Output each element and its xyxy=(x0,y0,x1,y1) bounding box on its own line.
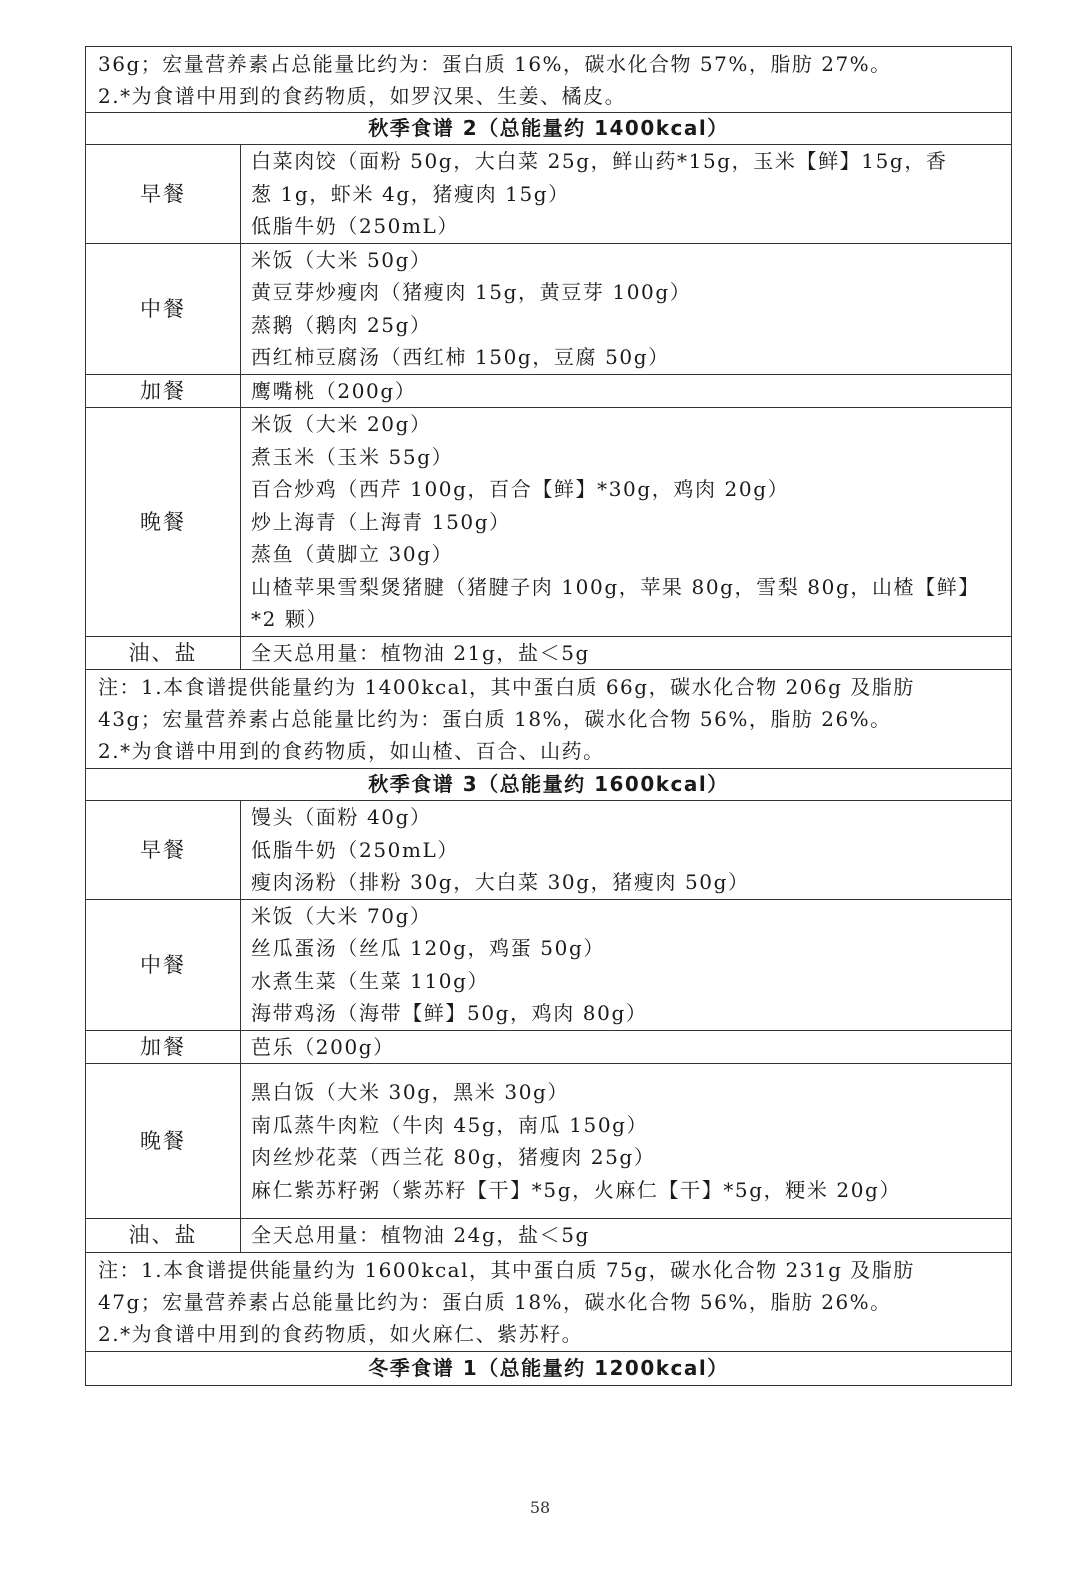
meal-row-breakfast xyxy=(86,145,1012,244)
meal-items xyxy=(241,1219,1012,1253)
meal-item: 山楂苹果雪梨煲猪腱（猪腱子肉 100g，苹果 80g，雪梨 80g，山楂【鲜】 xyxy=(251,574,980,599)
meal-row-lunch xyxy=(86,243,1012,374)
meal-item: 全天总用量：植物油 21g，盐＜5g xyxy=(251,640,590,665)
meal-row-lunch xyxy=(86,899,1012,1030)
meal-item: 低脂牛奶（250mL） xyxy=(251,214,460,238)
meal-items xyxy=(241,1064,1012,1219)
meal-label: 中餐 xyxy=(86,243,241,374)
meal-row-snack xyxy=(86,374,1012,408)
recipe-title-row xyxy=(86,113,1012,145)
meal-row-oil-salt xyxy=(86,636,1012,670)
meal-row-oil-salt xyxy=(86,1219,1012,1253)
meal-item: 西红柿豆腐汤（西红柿 150g，豆腐 50g） xyxy=(251,345,670,369)
note-line: 2.*为食谱中用到的食药物质，如山楂、百合、山药。 xyxy=(98,739,605,763)
meal-item: 蒸鹅（鹅肉 25g） xyxy=(251,312,432,337)
meal-items xyxy=(241,899,1012,1030)
note-line: 47g；宏量营养素占总能量比约为：蛋白质 18%，碳水化合物 56%，脂肪 26%。 xyxy=(98,1289,892,1314)
meal-item: 蒸鱼（黄脚立 30g） xyxy=(251,542,454,566)
meal-item: 低脂牛奶（250mL） xyxy=(251,837,460,862)
note-row xyxy=(86,47,1012,113)
meal-item: 麻仁紫苏籽粥（紫苏籽【干】*5g，火麻仁【干】*5g，粳米 20g） xyxy=(251,1177,902,1202)
meal-item: 煮玉米（玉米 55g） xyxy=(251,444,454,469)
meal-label: 晚餐 xyxy=(86,1064,241,1219)
menu-table xyxy=(85,46,1012,1386)
meal-item: 馒头（面粉 40g） xyxy=(251,805,432,829)
meal-item: 丝瓜蛋汤（丝瓜 120g，鸡蛋 50g） xyxy=(251,936,605,960)
meal-item: 米饭（大米 20g） xyxy=(251,412,432,436)
meal-item: 水煮生菜（生菜 110g） xyxy=(251,968,490,993)
meal-item: 瘦肉汤粉（排粉 30g，大白菜 30g，猪瘦肉 50g） xyxy=(251,870,750,894)
meal-label: 加餐 xyxy=(86,374,241,408)
meal-label: 晚餐 xyxy=(86,408,241,637)
meal-item: 南瓜蒸牛肉粒（牛肉 45g，南瓜 150g） xyxy=(251,1112,649,1137)
meal-row-dinner xyxy=(86,408,1012,637)
meal-items xyxy=(241,145,1012,244)
meal-item: 炒上海青（上海青 150g） xyxy=(251,509,511,534)
meal-label: 加餐 xyxy=(86,1030,241,1064)
meal-row-breakfast xyxy=(86,801,1012,900)
meal-label: 中餐 xyxy=(86,899,241,1030)
note-row xyxy=(86,670,1012,769)
meal-item: 百合炒鸡（西芹 100g，百合【鲜】*30g，鸡肉 20g） xyxy=(251,477,790,501)
meal-items xyxy=(241,243,1012,374)
meal-item: 鹰嘴桃（200g） xyxy=(251,378,417,403)
note-row xyxy=(86,1252,1012,1351)
meal-items xyxy=(241,408,1012,637)
meal-item: 黑白饭（大米 30g，黑米 30g） xyxy=(251,1080,570,1104)
recipe-title-row xyxy=(86,769,1012,801)
meal-label: 早餐 xyxy=(86,145,241,244)
meal-item: 黄豆芽炒瘦肉（猪瘦肉 15g，黄豆芽 100g） xyxy=(251,280,692,304)
recipe-title: 秋季食谱 3（总能量约 1600kcal） xyxy=(86,769,1012,801)
meal-items xyxy=(241,374,1012,408)
meal-row-dinner xyxy=(86,1064,1012,1219)
meal-items xyxy=(241,1030,1012,1064)
meal-items xyxy=(241,801,1012,900)
recipe-title: 冬季食谱 1（总能量约 1200kcal） xyxy=(86,1351,1012,1385)
meal-item: 芭乐（200g） xyxy=(251,1034,395,1059)
note-line: 36g；宏量营养素占总能量比约为：蛋白质 16%，碳水化合物 57%，脂肪 27%。 xyxy=(98,51,892,76)
meal-item: 米饭（大米 50g） xyxy=(251,247,432,272)
note-line: 2.*为食谱中用到的食药物质，如火麻仁、紫苏籽。 xyxy=(98,1321,584,1346)
note-line: 注：1.本食谱提供能量约为 1400kcal，其中蛋白质 66g，碳水化合物 206g 及脂肪 xyxy=(98,675,915,699)
meal-items xyxy=(241,636,1012,670)
note-line: 注：1.本食谱提供能量约为 1600kcal，其中蛋白质 75g，碳水化合物 231g 及脂肪 xyxy=(98,1257,915,1282)
page-number: 58 xyxy=(529,1498,551,1517)
meal-item: 全天总用量：植物油 24g，盐＜5g xyxy=(251,1223,590,1247)
note-line: 43g；宏量营养素占总能量比约为：蛋白质 18%，碳水化合物 56%，脂肪 26%。 xyxy=(98,707,892,731)
meal-item: 葱 1g，虾米 4g，猪瘦肉 15g） xyxy=(251,181,570,206)
recipe-title: 秋季食谱 2（总能量约 1400kcal） xyxy=(86,113,1012,145)
recipe-title-row xyxy=(86,1351,1012,1385)
meal-row-snack xyxy=(86,1030,1012,1064)
meal-item: 米饭（大米 70g） xyxy=(251,903,432,928)
meal-label: 早餐 xyxy=(86,801,241,900)
meal-item: 海带鸡汤（海带【鲜】50g，鸡肉 80g） xyxy=(251,1001,648,1025)
meal-item: *2 颗） xyxy=(251,607,329,631)
meal-label: 油、盐 xyxy=(86,636,241,670)
meal-item: 白菜肉饺（面粉 50g，大白菜 25g，鲜山药*15g，玉米【鲜】15g，香 xyxy=(251,149,948,173)
note-line: 2.*为食谱中用到的食药物质，如罗汉果、生姜、橘皮。 xyxy=(98,83,627,108)
meal-label: 油、盐 xyxy=(86,1219,241,1253)
meal-item: 肉丝炒花菜（西兰花 80g，猪瘦肉 25g） xyxy=(251,1145,656,1169)
